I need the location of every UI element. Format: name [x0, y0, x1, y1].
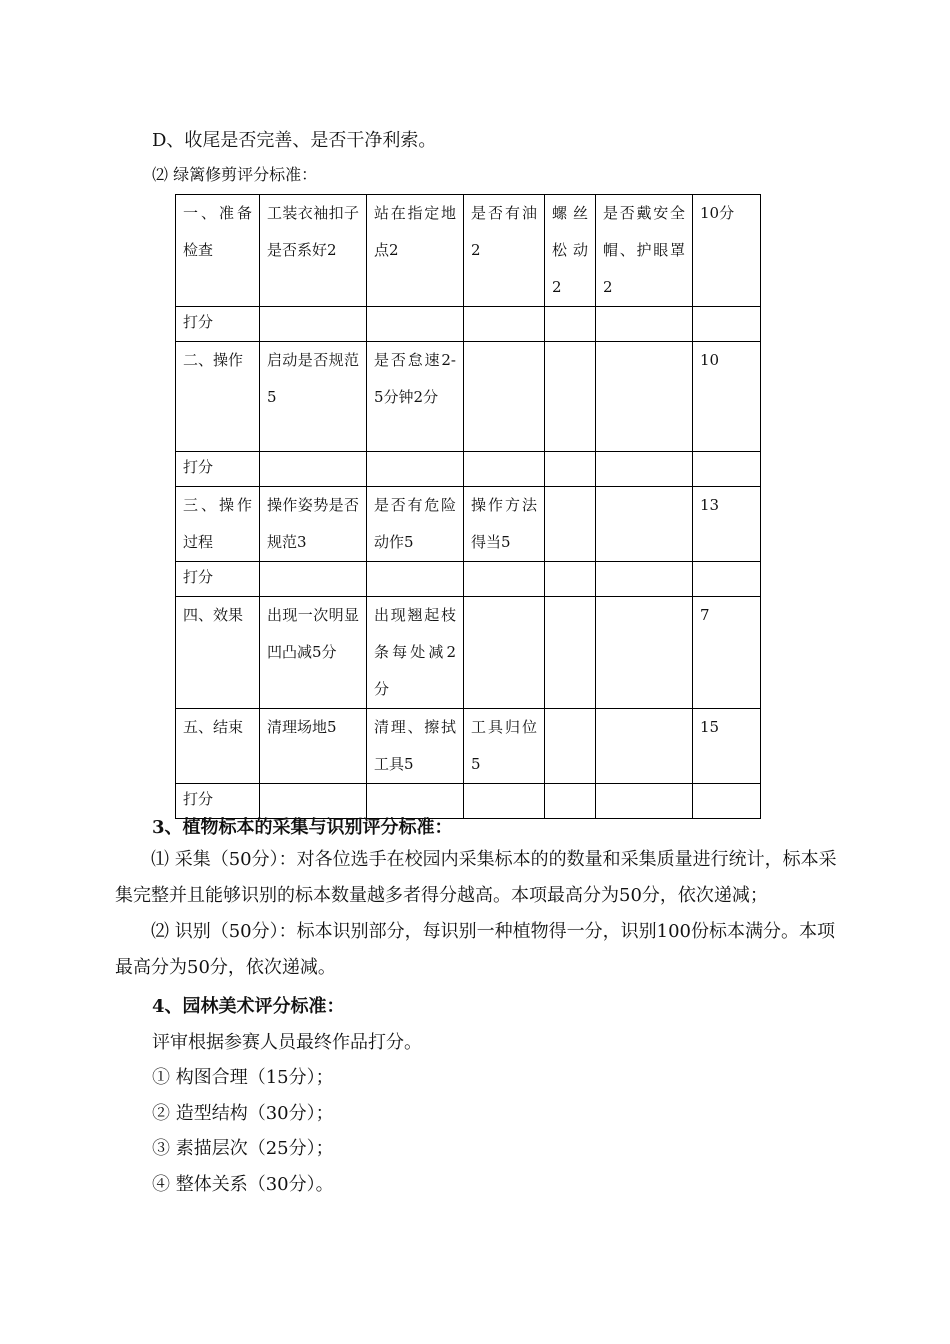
- table-cell: 出现翘起枝条每处减2分: [367, 597, 464, 709]
- table-row: [176, 452, 761, 487]
- section3-heading: 3、植物标本的采集与识别评分标准：: [152, 817, 453, 838]
- table-cell: 10分: [693, 195, 761, 307]
- table-cell: [596, 342, 693, 452]
- table-cell: [545, 562, 596, 597]
- table-cell: [545, 342, 596, 452]
- table-cell: [545, 784, 596, 819]
- table-cell: [464, 307, 545, 342]
- table-cell: 站在指定地点2: [367, 195, 464, 307]
- table-cell: 7: [693, 597, 761, 709]
- table-cell: [693, 452, 761, 487]
- table-cell: 打分: [176, 784, 260, 819]
- table-cell: 清理、擦拭工具5: [367, 709, 464, 784]
- table-cell: [545, 307, 596, 342]
- table-cell: 五、结束: [176, 709, 260, 784]
- table-cell: [464, 597, 545, 709]
- table-cell: 工具归位5: [464, 709, 545, 784]
- table-cell: 工装衣袖扣子是否系好2: [260, 195, 367, 307]
- table-cell: 操作方法得当5: [464, 487, 545, 562]
- table-cell: [596, 452, 693, 487]
- table-cell: [596, 487, 693, 562]
- table-row: [176, 487, 761, 562]
- table-cell: [693, 307, 761, 342]
- table-row: [176, 195, 761, 307]
- table-cell: 操作姿势是否规范3: [260, 487, 367, 562]
- list-item: ④ 整体关系（30分）。: [152, 1174, 334, 1195]
- table-cell: 打分: [176, 452, 260, 487]
- table-cell: 13: [693, 487, 761, 562]
- table-cell: [545, 452, 596, 487]
- table-cell: 启动是否规范5: [260, 342, 367, 452]
- table-cell: [464, 562, 545, 597]
- table-cell: [260, 562, 367, 597]
- section4-intro: 评审根据参赛人员最终作品打分。: [152, 1032, 422, 1053]
- list-item: ② 造型结构（30分）；: [152, 1103, 334, 1124]
- table-cell: [545, 709, 596, 784]
- section-d-text: D、收尾是否完善、是否干净利索。: [152, 130, 437, 151]
- table-cell: [367, 562, 464, 597]
- table-cell: 四、效果: [176, 597, 260, 709]
- table-cell: [596, 307, 693, 342]
- table-cell: 是否有危险动作5: [367, 487, 464, 562]
- table-cell: [545, 597, 596, 709]
- section4-heading: 4、园林美术评分标准：: [152, 996, 345, 1017]
- table-cell: 出现一次明显凹凸减5分: [260, 597, 367, 709]
- table-row: [176, 709, 761, 784]
- table-cell: 一、准备检查: [176, 195, 260, 307]
- table-cell: [464, 452, 545, 487]
- table-cell: 三、操作过程: [176, 487, 260, 562]
- table-cell: [260, 307, 367, 342]
- table-row: [176, 597, 761, 709]
- table-cell: [260, 452, 367, 487]
- table-cell: [367, 452, 464, 487]
- table-cell: 打分: [176, 562, 260, 597]
- table-cell: [693, 784, 761, 819]
- hedge-trimming-score-table: [175, 194, 761, 819]
- table-cell: [545, 487, 596, 562]
- hedge-trimming-title: ⑵ 绿篱修剪评分标准：: [152, 165, 318, 184]
- section3-collection-paragraph: ⑴ 采集（50分）：对各位选手在校园内采集标本的的数量和采集质量进行统计，标本采集完整并且能够识别的标本数量越多者得分越高。本项最高分为50分，依次递减；: [115, 849, 837, 906]
- table-cell: 是否戴安全帽、护眼罩2: [596, 195, 693, 307]
- table-cell: 10: [693, 342, 761, 452]
- table-cell: [464, 342, 545, 452]
- table-cell: [596, 784, 693, 819]
- table-cell: 是否有油2: [464, 195, 545, 307]
- table-cell: [367, 307, 464, 342]
- table-row: [176, 307, 761, 342]
- table-cell: 15: [693, 709, 761, 784]
- list-item: ③ 素描层次（25分）；: [152, 1138, 334, 1159]
- table-cell: 打分: [176, 307, 260, 342]
- table-cell: [596, 597, 693, 709]
- table-cell: 是否怠速2-5分钟2分: [367, 342, 464, 452]
- table-cell: 二、操作: [176, 342, 260, 452]
- section3-identification-paragraph: ⑵ 识别（50分）：标本识别部分，每识别一种植物得一分，识别100份标本满分。本项最高分为50分，依次递减。: [115, 921, 835, 978]
- table-cell: [596, 709, 693, 784]
- table-cell: 清理场地5: [260, 709, 367, 784]
- table-cell: [693, 562, 761, 597]
- table-cell: [596, 562, 693, 597]
- table-row: [176, 342, 761, 452]
- table-row: [176, 562, 761, 597]
- table-cell: 螺丝松动2: [545, 195, 596, 307]
- table-cell: [464, 784, 545, 819]
- list-item: ① 构图合理（15分）；: [152, 1067, 334, 1088]
